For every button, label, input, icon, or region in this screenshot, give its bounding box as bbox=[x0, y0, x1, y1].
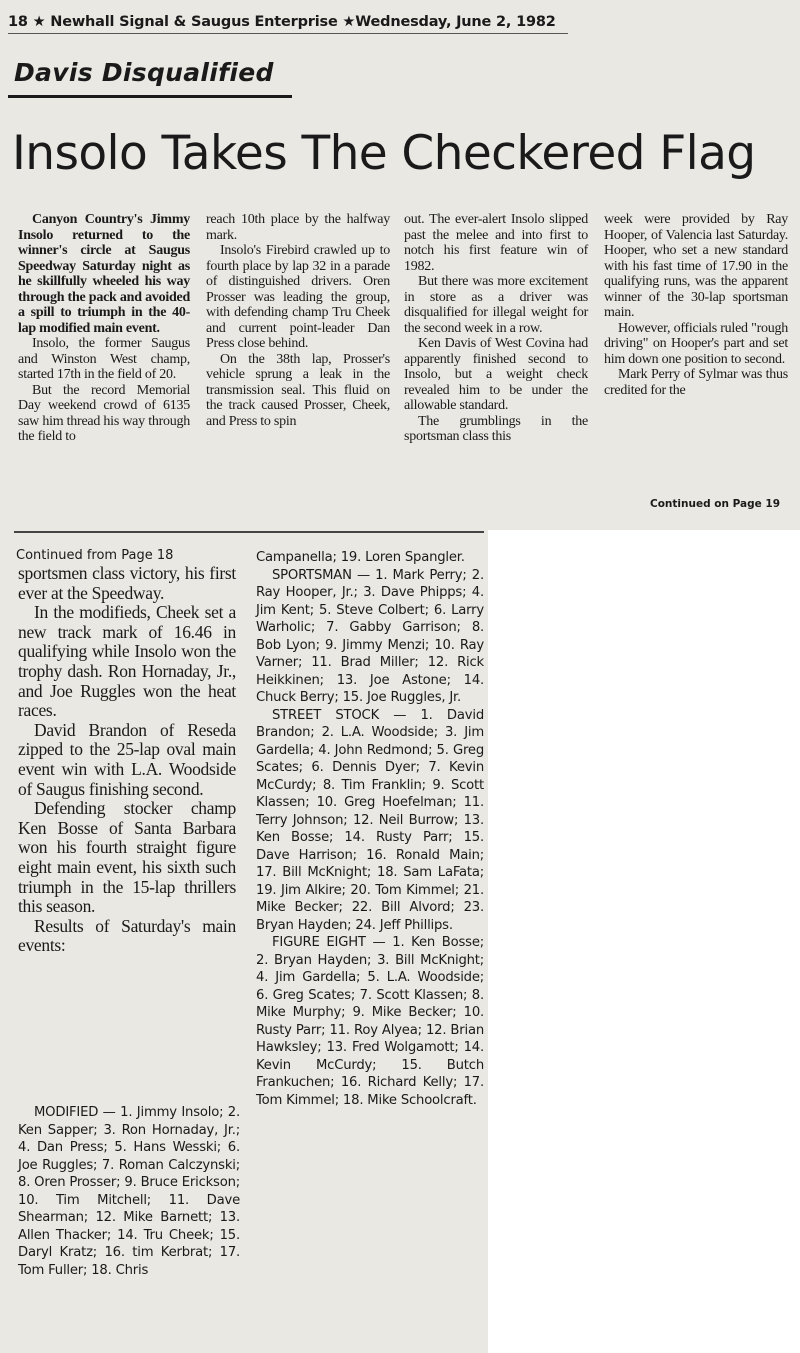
story-column-3 bbox=[404, 212, 588, 445]
paragraph: sportsmen class victory, his first ever at the Speedway. bbox=[18, 563, 236, 603]
page-masthead: 18 ★ Newhall Signal & Saugus Enterprise ★Wednesday, June 2, 1982 bbox=[8, 14, 568, 34]
paragraph: week were provided by Ray Hooper, of Valencia last Saturday. Hooper, who set a new standard with his fast time of 17.90 in the qualifying runs, was the apparent winner of the 30-lap sportsman main. bbox=[604, 212, 788, 320]
results-column-2 bbox=[256, 549, 484, 1109]
continued-column-1 bbox=[18, 564, 236, 956]
story-column-4 bbox=[604, 212, 788, 398]
results-paragraph: Campanella; 19. Loren Spangler. bbox=[256, 550, 465, 565]
story-column-2 bbox=[206, 212, 390, 429]
continued-from-label: Continued from Page 18 bbox=[16, 548, 174, 563]
results-sportsman: SPORTSMAN — 1. Mark Perry; 2. Ray Hooper, Jr.; 3. Dave Phipps; 4. Jim Kent; 5. Steve Colbert; 6. Larry Warholic; 7. Gabby Garrison; 8. Bob Lyon; 9. Jimmy Menzi; 10. Ray Varner; 11. Brad Miller; 12. Rick Heikkinen; 13. Joe Astone; 14. Chuck Berry; 15. Joe Ruggles, Jr. bbox=[256, 567, 484, 705]
main-headline: Insolo Takes The Checkered Flag bbox=[12, 126, 756, 181]
continuation-divider bbox=[14, 531, 484, 533]
paragraph: out. The ever-alert Insolo slipped past the melee and into first to notch his first feature win of 1982. bbox=[404, 212, 588, 274]
paragraph: Insolo's Firebird crawled up to fourth place by lap 32 in a parade of distinguished drivers. Oren Prosser was leading the group, with defending champ Tru Cheek and current point-leader Dan Press close behind. bbox=[206, 243, 390, 351]
paragraph: But there was more excitement in store as a driver was disqualified for illegal weight for the second week in a row. bbox=[404, 274, 588, 336]
continued-on-label: Continued on Page 19 bbox=[650, 498, 781, 510]
paragraph: Insolo, the former Saugus and Winston West champ, started 17th in the field of 20. bbox=[18, 336, 190, 382]
paragraph: Canyon Country's Jimmy Insolo returned to the winner's circle at Saugus Speedway Saturday night as he skillfully wheeled his way through the pack and avoided a spill to triumph in the 40-lap modified main event. bbox=[18, 212, 190, 336]
results-figure-eight: FIGURE EIGHT — 1. Ken Bosse; 2. Bryan Hayden; 3. Bill McKnight; 4. Jim Gardella; 5. L.A. Woodside; 6. Greg Scates; 7. Scott Klassen; 8. Mike Murphy; 9. Mike Becker; 10. Rusty Parr; 11. Roy Alyea; 12. Brian Hawksley; 13. Fred Wolgamott; 14. Kevin McCurdy; 15. Butch Frankuchen; 16. Richard Kelly; 17. Tom Kimmel; 18. Mike Schoolcraft. bbox=[256, 935, 484, 1108]
paragraph: Results of Saturday's main events: bbox=[18, 915, 236, 956]
results-street-stock: STREET STOCK — 1. David Brandon; 2. L.A. Woodside; 3. Jim Gardella; 4. John Redmond; 5. Greg Scates; 6. Dennis Dyer; 7. Kevin McCurdy; 8. Tim Franklin; 9. Scott Klassen; 10. Greg Hoefelman; 11. Terry Johnson; 12. Neil Burrow; 13. Ken Bosse; 14. Rusty Parr; 15. Dave Harrison; 16. Ronald Main; 17. Bill McKnight; 18. Sam LaFata; 19. Jim Alkire; 20. Tom Kimmel; 21. Mike Becker; 22. Bill Alvord; 23. Bryan Hayden; 24. Jeff Phillips. bbox=[256, 707, 484, 933]
paragraph: The grumblings in the sportsman class this bbox=[404, 413, 588, 444]
story-column-1 bbox=[18, 212, 190, 445]
paragraph: However, officials ruled "rough driving" on Hooper's part and set him down one position to second. bbox=[604, 320, 788, 367]
paragraph: Defending stocker champ Ken Bosse of Santa Barbara won his fourth straight figure eight main event, his sixth such triumph in the 15-lap thrillers this season. bbox=[18, 798, 236, 917]
paragraph: Mark Perry of Sylmar was thus credited for the bbox=[604, 367, 788, 398]
paragraph: David Brandon of Reseda zipped to the 25-lap oval main event win with L.A. Woodside of Saugus finishing second. bbox=[18, 719, 236, 799]
paragraph: Ken Davis of West Covina had apparently finished second to Insolo, but a weight check revealed him to be under the allowable standard. bbox=[404, 336, 588, 413]
paragraph: But the record Memorial Day weekend crowd of 6135 saw him thread his way through the field to bbox=[18, 382, 190, 444]
article-clipping-top bbox=[0, 0, 800, 530]
results-paragraph: MODIFIED — 1. Jimmy Insolo; 2. Ken Sapper; 3. Ron Hornaday, Jr.; 4. Dan Press; 5. Hans Wesski; 6. Joe Ruggles; 7. Roman Calczynski; 8. Oren Prosser; 9. Bruce Erickson; 10. Tim Mitchell; 11. Dave Shearman; 12. Mike Barnett; 13. Allen Thacker; 14. Tru Cheek; 15. Daryl Kratz; 16. tim Kerbrat; 17. Tom Fuller; 18. Chris bbox=[18, 1105, 240, 1278]
results-modified bbox=[18, 1104, 240, 1279]
paragraph: On the 38th lap, Prosser's vehicle sprung a leak in the transmission seal. This fluid on the track caused Prosser, Cheek, and Press to spin bbox=[206, 351, 390, 429]
kicker-underline bbox=[8, 95, 292, 98]
kicker-headline: Davis Disqualified bbox=[14, 58, 274, 87]
paragraph: In the modifieds, Cheek set a new track mark of 16.46 in qualifying while Insolo won the trophy dash. Ron Hornaday, Jr., and Joe Ruggles won the heat races. bbox=[18, 602, 236, 721]
paragraph: reach 10th place by the halfway mark. bbox=[206, 212, 390, 243]
